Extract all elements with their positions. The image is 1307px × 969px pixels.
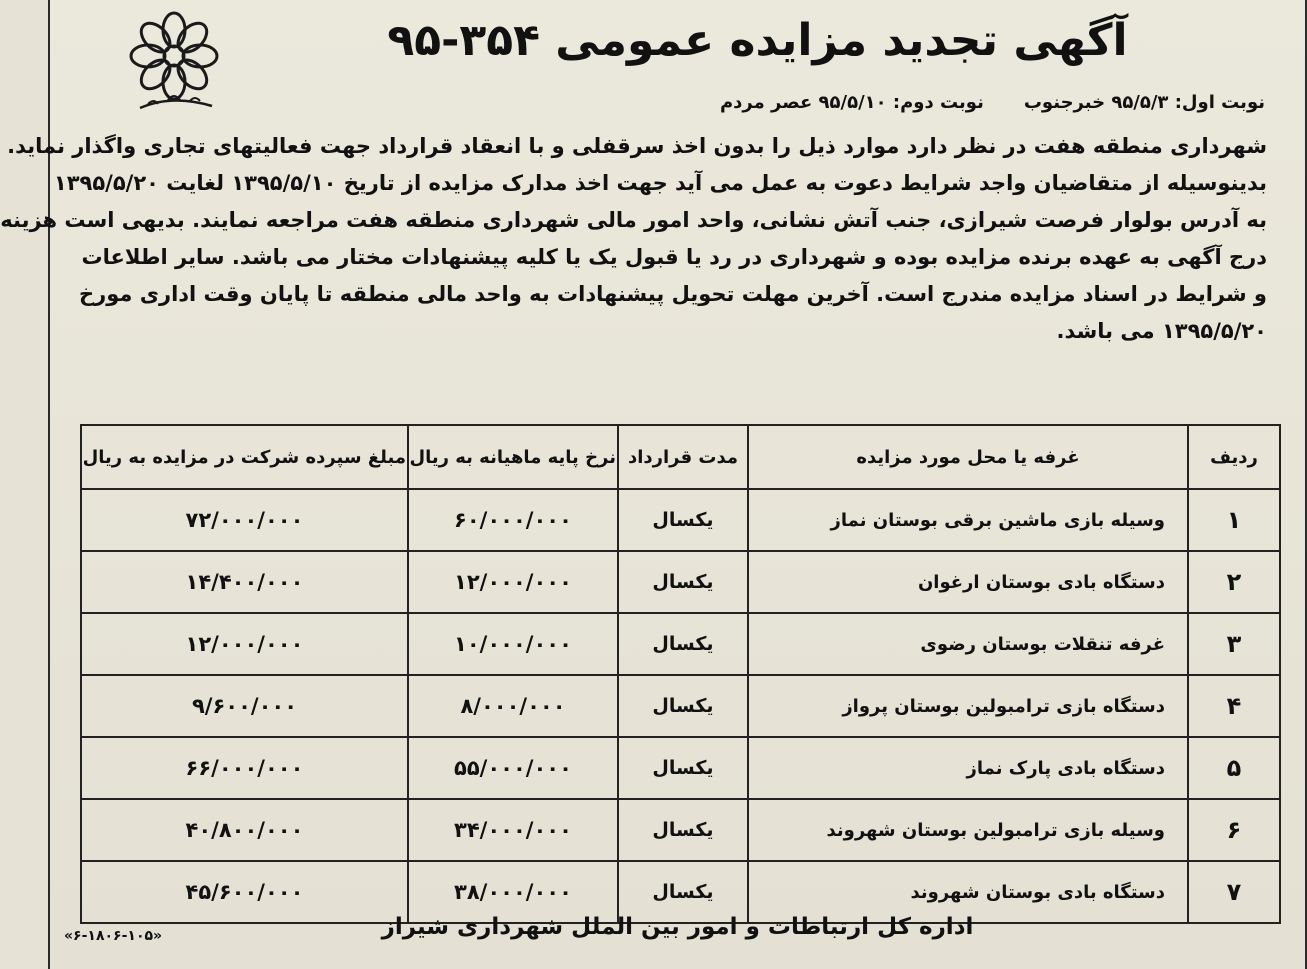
row-duration: یکسال	[618, 551, 748, 613]
notice-code: «۶-۱۸۰۶-۱۰۵»	[64, 928, 163, 944]
notice-title	[240, 14, 1275, 68]
row-base-rate: ۱۰/۰۰۰/۰۰۰	[408, 613, 618, 675]
row-item: دستگاه بازی ترامبولین بوستان پرواز	[748, 675, 1188, 737]
header-item: غرفه یا محل مورد مزایده	[748, 425, 1188, 489]
row-base-rate: ۸/۰۰۰/۰۰۰	[408, 675, 618, 737]
row-number: ۳	[1188, 613, 1280, 675]
row-base-rate: ۳۸/۰۰۰/۰۰۰	[408, 861, 618, 923]
body-line: به آدرس بولوار فرصت شیرازی، جنب آتش نشانی، واحد امور مالی شهرداری منطقه هفت مراجعه نمایند. بدیهی است هزینه	[0, 208, 1267, 232]
table-row	[81, 489, 1280, 551]
row-number: ۷	[1188, 861, 1280, 923]
issuing-department: اداره کل ارتباطات و امور بین الملل شهرداری شیراز	[381, 914, 974, 940]
table-row	[81, 551, 1280, 613]
row-duration: یکسال	[618, 737, 748, 799]
table-row	[81, 675, 1280, 737]
row-deposit: ۱۲/۰۰۰/۰۰۰	[81, 613, 408, 675]
table-header-row	[81, 425, 1280, 489]
header-deposit: مبلغ سپرده شرکت در مزایده به ریال	[81, 425, 408, 489]
publication-notices	[290, 92, 1265, 113]
row-number: ۱	[1188, 489, 1280, 551]
row-deposit: ۹/۶۰۰/۰۰۰	[81, 675, 408, 737]
notice-title-text: آگهی تجدید مزایده عمومی ۳۵۴-۹۵	[387, 15, 1128, 66]
row-duration: یکسال	[618, 613, 748, 675]
header-row-number: ردیف	[1188, 425, 1280, 489]
row-base-rate: ۳۴/۰۰۰/۰۰۰	[408, 799, 618, 861]
row-number: ۴	[1188, 675, 1280, 737]
row-item: وسیله بازی ترامبولین بوستان شهروند	[748, 799, 1188, 861]
row-deposit: ۱۴/۴۰۰/۰۰۰	[81, 551, 408, 613]
body-line: بدینوسیله از متقاضیان واجد شرایط دعوت به عمل می آید جهت اخذ مدارک مزایده از تاریخ ۱۳۹۵/۵/۱۰ لغایت ۱۳۹۵/۵/۲۰	[53, 171, 1267, 195]
row-deposit: ۷۲/۰۰۰/۰۰۰	[81, 489, 408, 551]
row-deposit: ۶۶/۰۰۰/۰۰۰	[81, 737, 408, 799]
shiraz-municipality-emblem-icon	[112, 8, 232, 114]
row-base-rate: ۶۰/۰۰۰/۰۰۰	[408, 489, 618, 551]
header-base-rate: نرخ پایه ماهیانه به ریال	[408, 425, 618, 489]
row-number: ۲	[1188, 551, 1280, 613]
notice-body	[0, 128, 1267, 350]
row-item: دستگاه بادی بوستان شهروند	[748, 861, 1188, 923]
row-item: غرفه تنقلات بوستان رضوی	[748, 613, 1188, 675]
table-row	[81, 799, 1280, 861]
row-item: وسیله بازی ماشین برقی بوستان نماز	[748, 489, 1188, 551]
row-base-rate: ۵۵/۰۰۰/۰۰۰	[408, 737, 618, 799]
second-notice: نوبت دوم: ۹۵/۵/۱۰ عصر مردم	[719, 92, 984, 113]
row-item: دستگاه بادی بوستان ارغوان	[748, 551, 1188, 613]
row-base-rate: ۱۲/۰۰۰/۰۰۰	[408, 551, 618, 613]
row-number: ۵	[1188, 737, 1280, 799]
row-duration: یکسال	[618, 861, 748, 923]
row-duration: یکسال	[618, 489, 748, 551]
row-deposit: ۴۰/۸۰۰/۰۰۰	[81, 799, 408, 861]
auction-items-table	[80, 424, 1281, 924]
first-notice: نوبت اول: ۹۵/۵/۳ خبرجنوب	[1023, 92, 1265, 113]
table-row	[81, 737, 1280, 799]
row-duration: یکسال	[618, 799, 748, 861]
body-line: شهرداری منطقه هفت در نظر دارد موارد ذیل را بدون اخذ سرقفلی و با انعقاد قرارداد جهت فعالیتهای تجاری واگذار نماید.	[7, 134, 1267, 158]
row-duration: یکسال	[618, 675, 748, 737]
body-line: ۱۳۹۵/۵/۲۰ می باشد.	[1056, 319, 1267, 343]
row-number: ۶	[1188, 799, 1280, 861]
row-item: دستگاه بادی پارک نماز	[748, 737, 1188, 799]
table-row	[81, 613, 1280, 675]
body-line: و شرایط در اسناد مزایده مندرج است. آخرین مهلت تحویل پیشنهادات به واحد مالی منطقه تا پایان وقت اداری مورخ	[79, 282, 1267, 306]
body-line: درج آگهی به عهده برنده مزایده بوده و شهرداری در رد یا قبول یک یا کلیه پیشنهادات مختار می باشد. سایر اطلاعات	[81, 245, 1267, 269]
row-deposit: ۴۵/۶۰۰/۰۰۰	[81, 861, 408, 923]
header-duration: مدت قرارداد	[618, 425, 748, 489]
